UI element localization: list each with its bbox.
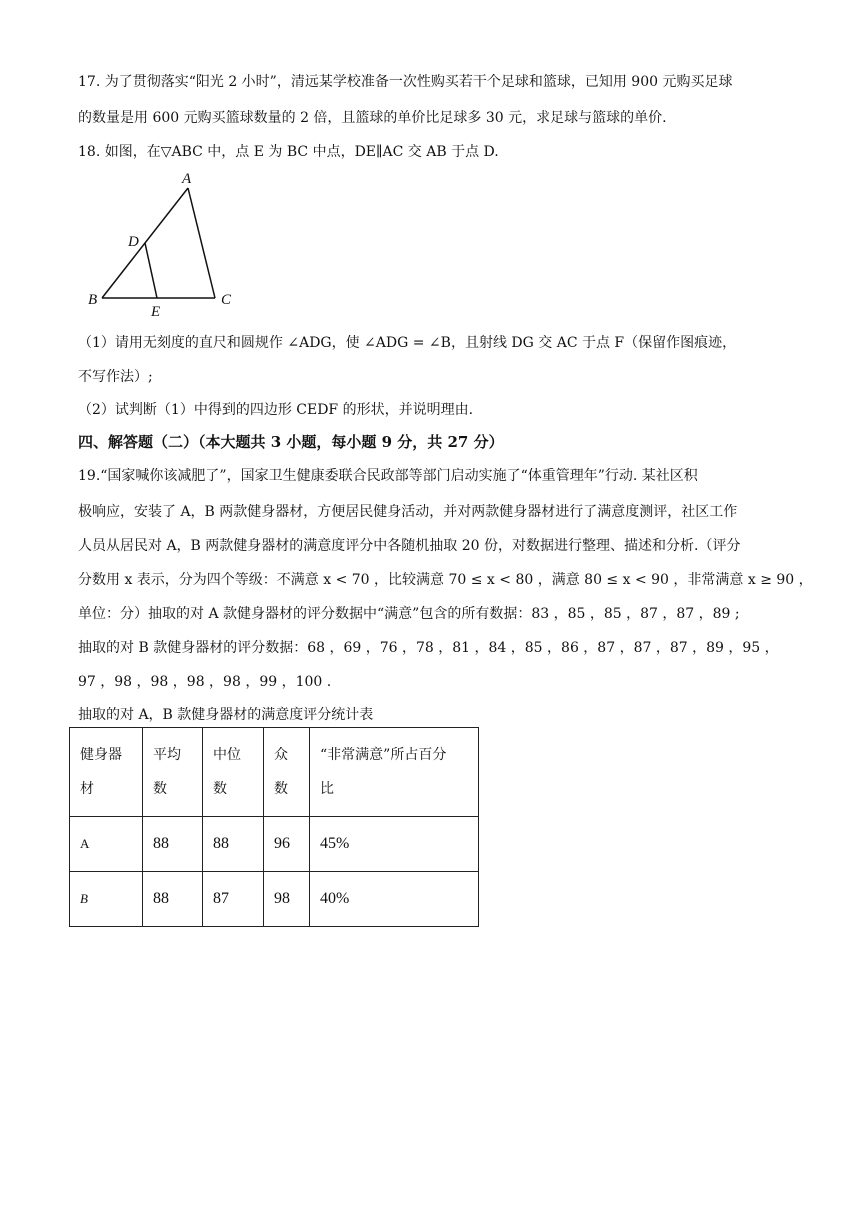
label-a: A (182, 171, 192, 187)
header-cell: “非常满意”所占百分 比 (310, 728, 479, 817)
table-cell: 88 (143, 817, 203, 872)
label-e: E (151, 304, 161, 320)
q18-statement: 18. 如图，在▽ABC 中，点 E 为 BC 中点，DE∥AC 交 AB 于点 D. (78, 144, 499, 160)
table-caption: 抽取的对 A，B 款健身器材的满意度评分统计表 (78, 707, 374, 723)
table-row (70, 817, 479, 872)
q17-line-1: 17. 为了贯彻落实“阳光 2 小时”，清远某学校准备一次性购买若干个足球和篮球，已知用 900 元购买足球 (78, 74, 733, 90)
table-cell: 88 (143, 872, 203, 927)
header-cell: 中位 数 (203, 728, 264, 817)
q17-line-2: 的数量是用 600 元购买篮球数量的 2 倍，且篮球的单价比足球多 30 元，求足球与篮球的单价. (78, 110, 667, 126)
triangle-figure (82, 170, 242, 320)
q18-part1-line-1: （1）请用无刻度的直尺和圆规作 ∠ADG，使 ∠ADG = ∠B，且射线 DG 交 AC 于点 F（保留作图痕迹， (78, 335, 737, 351)
table-row (70, 872, 479, 927)
header-cell: 众 数 (264, 728, 310, 817)
header-cell: 平均 数 (143, 728, 203, 817)
segment-de (145, 243, 157, 298)
table-cell: B (70, 872, 143, 927)
q18-part1-line-2: 不写作法）; (78, 369, 153, 385)
table-cell: 87 (203, 872, 264, 927)
stats-table (69, 727, 479, 927)
q19-line-6: 抽取的对 B 款健身器材的评分数据：68 ，69 ，76 ，78 ，81 ，84 ，85 ，86 ，87 ，87 ，87 ，89 ，95 ， (78, 640, 779, 656)
table-cell: 98 (264, 872, 310, 927)
label-b: B (88, 292, 98, 308)
q19-line-2: 极响应，安装了 A，B 两款健身器材，方便居民健身活动，并对两款健身器材进行了满意度测评，社区工作 (78, 504, 738, 520)
header-cell: 健身器 材 (70, 728, 143, 817)
section-heading: 四、解答题（二）（本大题共 3 小题，每小题 9 分，共 27 分） (78, 433, 504, 451)
q19-line-1: 19.“国家喊你该减肥了”，国家卫生健康委联合民政部等部门启动实施了“体重管理年”行动. 某社区积 (78, 468, 698, 484)
label-d: D (128, 234, 139, 250)
table-cell: 45% (310, 817, 479, 872)
q19-line-7: 97 ，98 ，98 ，98 ，98 ，99 ，100 . (78, 674, 332, 690)
q19-line-4: 分数用 x 表示，分为四个等级：不满意 x < 70 ，比较满意 70 ≤ x < 80 ，满意 80 ≤ x < 90 ，非常满意 x ≥ 90 ， (78, 572, 813, 588)
table-cell: A (70, 817, 143, 872)
table-cell: 88 (203, 817, 264, 872)
table-cell: 40% (310, 872, 479, 927)
table-cell: 96 (264, 817, 310, 872)
side-ac (188, 188, 215, 298)
table-header-row (70, 728, 479, 817)
q19-line-5: 单位：分）抽取的对 A 款健身器材的评分数据中“满意”包含的所有数据：83 ，85 ，85 ，87 ，87 ，89 ; (78, 606, 740, 622)
q19-line-3: 人员从居民对 A，B 两款健身器材的满意度评分中各随机抽取 20 份，对数据进行整理、描述和分析.（评分 (78, 538, 741, 554)
q18-part2: （2）试判断（1）中得到的四边形 CEDF 的形状，并说明理由. (78, 402, 474, 418)
label-c: C (221, 292, 232, 308)
